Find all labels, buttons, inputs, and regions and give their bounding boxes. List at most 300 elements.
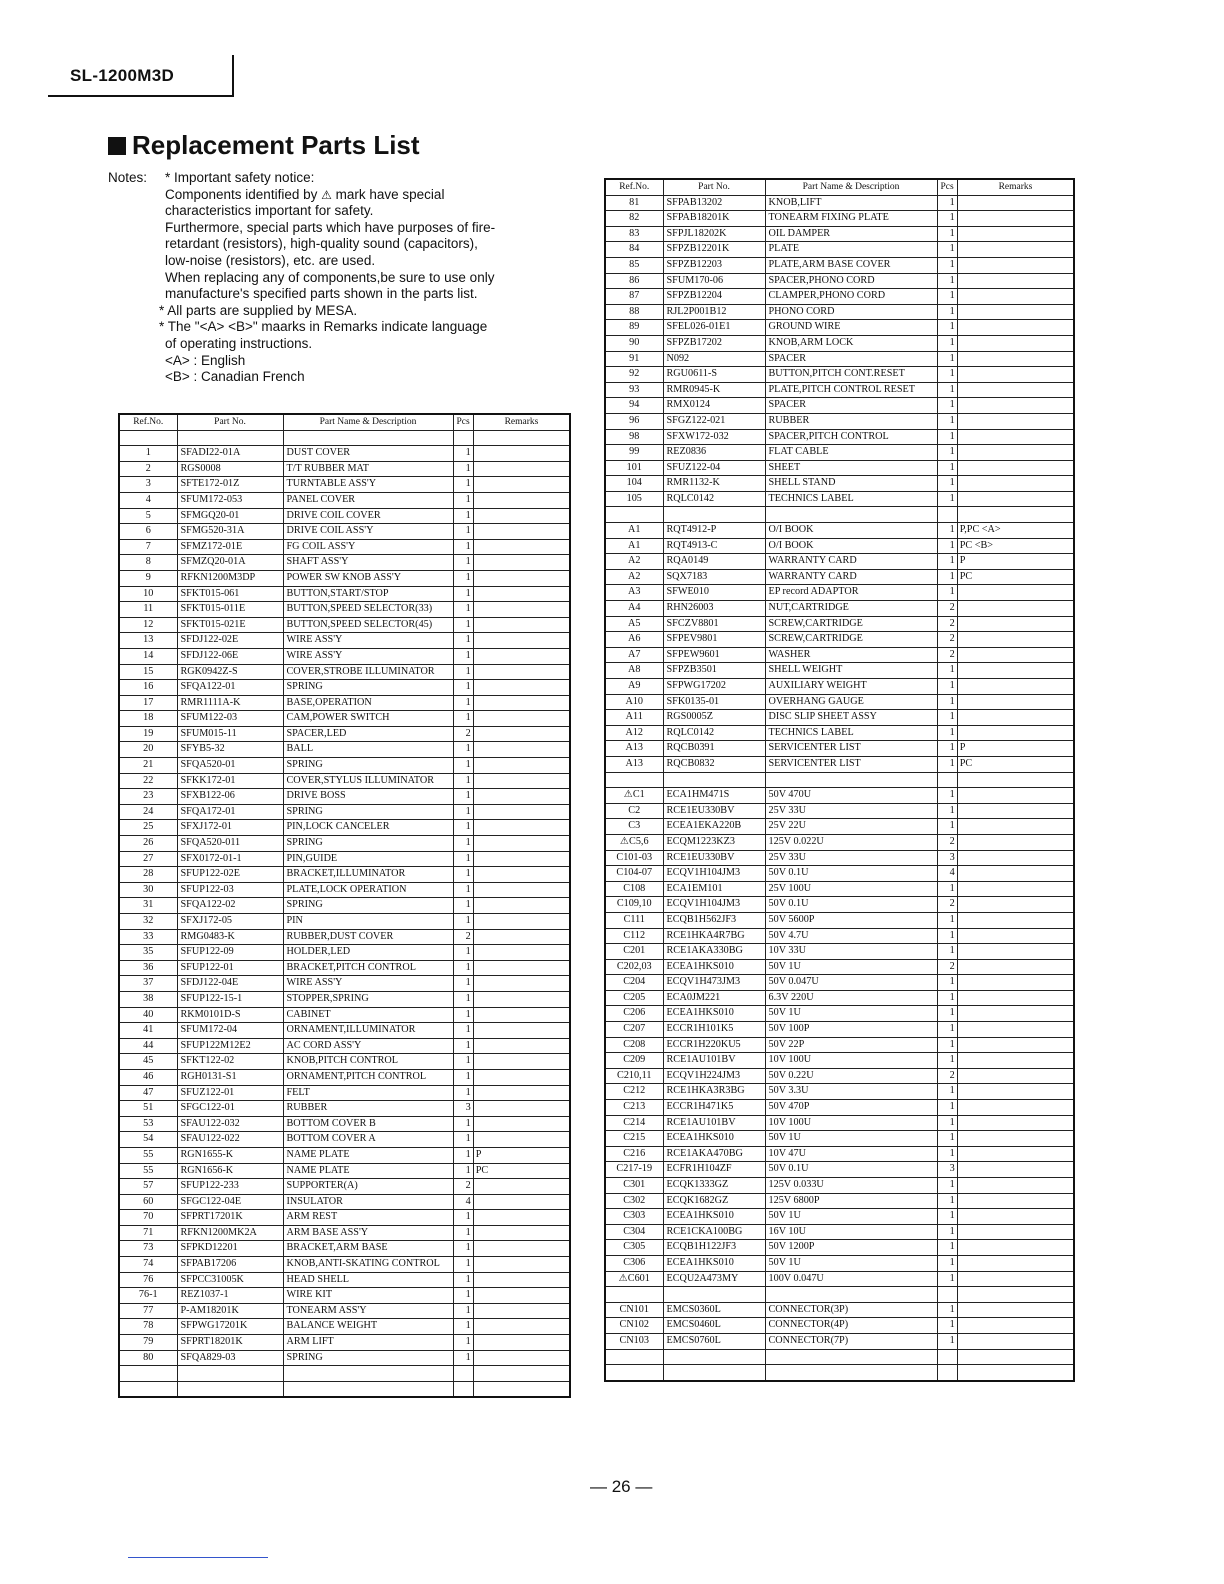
cell-ref-no: 83 bbox=[605, 226, 663, 242]
cell-part-no: SFKT122-02 bbox=[177, 1054, 283, 1070]
cell-remarks bbox=[473, 1272, 570, 1288]
cell-part-no: SFPCC31005K bbox=[177, 1272, 283, 1288]
cell-remarks bbox=[957, 944, 1074, 960]
cell-ref-no: CN103 bbox=[605, 1333, 663, 1349]
cell-pcs: 1 bbox=[453, 586, 473, 602]
cell-pcs: 1 bbox=[453, 1132, 473, 1148]
cell-pcs: 1 bbox=[453, 991, 473, 1007]
cell-pcs bbox=[937, 1349, 957, 1365]
cell-remarks bbox=[957, 351, 1074, 367]
cell-part-no: SFXB122-06 bbox=[177, 789, 283, 805]
cell-pcs: 1 bbox=[937, 912, 957, 928]
cell-description: ARM REST bbox=[283, 1210, 453, 1226]
cell-ref-no bbox=[605, 1349, 663, 1365]
cell-pcs: 2 bbox=[937, 632, 957, 648]
notes-body bbox=[159, 170, 565, 386]
cell-remarks bbox=[473, 1116, 570, 1132]
cell-part-no: SQX7183 bbox=[663, 569, 765, 585]
cell-remarks bbox=[957, 1193, 1074, 1209]
cell-ref-no: C301 bbox=[605, 1178, 663, 1194]
cell-part-no: SFDJ122-02E bbox=[177, 633, 283, 649]
cell-remarks bbox=[473, 1085, 570, 1101]
cell-pcs: 1 bbox=[937, 211, 957, 227]
cell-remarks bbox=[957, 772, 1074, 788]
cell-pcs: 3 bbox=[453, 1101, 473, 1117]
cell-part-no: SFUP122-02E bbox=[177, 867, 283, 883]
cell-remarks bbox=[473, 446, 570, 462]
cell-pcs: 1 bbox=[937, 1006, 957, 1022]
cell-pcs: 1 bbox=[453, 555, 473, 571]
table-row bbox=[119, 446, 570, 462]
cell-description: 25V 22U bbox=[765, 819, 937, 835]
note-line: manufacture's specified parts shown in the parts list. bbox=[165, 286, 478, 302]
table-header-row bbox=[605, 179, 1074, 195]
warning-triangle-icon: ⚠ bbox=[321, 187, 332, 202]
cell-pcs: 4 bbox=[937, 866, 957, 882]
table-row bbox=[119, 1272, 570, 1288]
cell-part-no: ECA1HM471S bbox=[663, 788, 765, 804]
cell-part-no: SFMG520-31A bbox=[177, 524, 283, 540]
cell-ref-no: A2 bbox=[605, 569, 663, 585]
cell-description: SPACER bbox=[765, 398, 937, 414]
note-line: * All parts are supplied by MESA. bbox=[159, 302, 358, 318]
cell-pcs: 1 bbox=[937, 663, 957, 679]
cell-part-no: RKM0101D-S bbox=[177, 1007, 283, 1023]
cell-ref-no: C2 bbox=[605, 803, 663, 819]
cell-ref-no: 87 bbox=[605, 289, 663, 305]
cell-pcs: 1 bbox=[937, 460, 957, 476]
cell-remarks bbox=[957, 585, 1074, 601]
cell-ref-no: 37 bbox=[119, 976, 177, 992]
cell-remarks bbox=[473, 1132, 570, 1148]
table-row bbox=[605, 1131, 1074, 1147]
table-row bbox=[605, 1068, 1074, 1084]
cell-pcs: 2 bbox=[937, 959, 957, 975]
cell-description: WIRE ASS'Y bbox=[283, 633, 453, 649]
table-row bbox=[119, 664, 570, 680]
cell-ref-no bbox=[119, 430, 177, 446]
cell-pcs: 1 bbox=[937, 491, 957, 507]
cell-pcs: 1 bbox=[937, 1131, 957, 1147]
cell-ref-no: A5 bbox=[605, 616, 663, 632]
cell-description: WASHER bbox=[765, 647, 937, 663]
cell-part-no: SFUM172-053 bbox=[177, 492, 283, 508]
cell-part-no: ECEA1HKS010 bbox=[663, 959, 765, 975]
cell-description: RUBBER,DUST COVER bbox=[283, 929, 453, 945]
cell-ref-no: C213 bbox=[605, 1100, 663, 1116]
cell-part-no: RGN1656-K bbox=[177, 1163, 283, 1179]
table-row bbox=[119, 960, 570, 976]
cell-part-no: RCE1AKA470BG bbox=[663, 1146, 765, 1162]
cell-ref-no: 94 bbox=[605, 398, 663, 414]
cell-part-no: SFUM170-06 bbox=[663, 273, 765, 289]
cell-pcs: 1 bbox=[453, 508, 473, 524]
cell-part-no: SFCZV8801 bbox=[663, 616, 765, 632]
cell-pcs: 1 bbox=[937, 1178, 957, 1194]
cell-pcs: 2 bbox=[937, 834, 957, 850]
table-row bbox=[605, 959, 1074, 975]
table-row bbox=[119, 555, 570, 571]
cell-remarks bbox=[473, 867, 570, 883]
table-row bbox=[119, 617, 570, 633]
table-row bbox=[605, 881, 1074, 897]
cell-part-no: RHN26003 bbox=[663, 601, 765, 617]
table-row bbox=[605, 663, 1074, 679]
cell-description: FLAT CABLE bbox=[765, 445, 937, 461]
cell-description: 50V 0.1U bbox=[765, 1162, 937, 1178]
cell-part-no: ECFR1H104ZF bbox=[663, 1162, 765, 1178]
cell-description: BUTTON,START/STOP bbox=[283, 586, 453, 602]
cell-part-no: P-AM18201K bbox=[177, 1303, 283, 1319]
table-row bbox=[605, 398, 1074, 414]
cell-remarks bbox=[473, 804, 570, 820]
cell-pcs: 1 bbox=[453, 461, 473, 477]
cell-pcs bbox=[937, 507, 957, 523]
cell-ref-no: 35 bbox=[119, 945, 177, 961]
cell-remarks: PC bbox=[473, 1163, 570, 1179]
cell-ref-no: 57 bbox=[119, 1179, 177, 1195]
table-row bbox=[119, 695, 570, 711]
cell-description: 125V 0.022U bbox=[765, 834, 937, 850]
cell-remarks bbox=[473, 1350, 570, 1366]
cell-description: WIRE KIT bbox=[283, 1288, 453, 1304]
cell-pcs: 1 bbox=[453, 1054, 473, 1070]
cell-part-no: ECA1EM101 bbox=[663, 881, 765, 897]
cell-ref-no: C306 bbox=[605, 1255, 663, 1271]
cell-pcs: 1 bbox=[937, 335, 957, 351]
cell-pcs: 1 bbox=[937, 320, 957, 336]
cell-ref-no: C112 bbox=[605, 928, 663, 944]
cell-pcs: 1 bbox=[937, 975, 957, 991]
cell-remarks bbox=[957, 460, 1074, 476]
cell-part-no: SFQA829-03 bbox=[177, 1350, 283, 1366]
cell-description: KNOB,LIFT bbox=[765, 195, 937, 211]
cell-description: DRIVE BOSS bbox=[283, 789, 453, 805]
cell-pcs: 1 bbox=[453, 1085, 473, 1101]
note-line: low-noise (resistors), etc. are used. bbox=[165, 252, 376, 268]
cell-description: DISC SLIP SHEET ASSY bbox=[765, 710, 937, 726]
cell-description: FG COIL ASS'Y bbox=[283, 539, 453, 555]
cell-ref-no: 14 bbox=[119, 648, 177, 664]
cell-ref-no: 92 bbox=[605, 367, 663, 383]
cell-remarks bbox=[473, 898, 570, 914]
cell-ref-no: 1 bbox=[119, 446, 177, 462]
table-row bbox=[119, 1132, 570, 1148]
cell-remarks bbox=[473, 664, 570, 680]
cell-ref-no: A10 bbox=[605, 694, 663, 710]
page-title-text: Replacement Parts List bbox=[132, 130, 420, 160]
cell-remarks bbox=[473, 960, 570, 976]
cell-remarks bbox=[473, 1069, 570, 1085]
table-row bbox=[119, 820, 570, 836]
table-row bbox=[605, 803, 1074, 819]
cell-pcs: 1 bbox=[453, 695, 473, 711]
cell-remarks bbox=[957, 959, 1074, 975]
table-row bbox=[119, 1210, 570, 1226]
cell-ref-no: C302 bbox=[605, 1193, 663, 1209]
cell-description: ORNAMENT,ILLUMINATOR bbox=[283, 1023, 453, 1039]
cell-ref-no: C205 bbox=[605, 990, 663, 1006]
table-row bbox=[605, 1302, 1074, 1318]
cell-ref-no: 76 bbox=[119, 1272, 177, 1288]
cell-ref-no: 3 bbox=[119, 477, 177, 493]
cell-remarks bbox=[957, 335, 1074, 351]
cell-part-no bbox=[177, 1366, 283, 1382]
cell-description: SHELL WEIGHT bbox=[765, 663, 937, 679]
cell-part-no: SFUM172-04 bbox=[177, 1023, 283, 1039]
cell-description: COVER,STYLUS ILLUMINATOR bbox=[283, 773, 453, 789]
cell-ref-no: 15 bbox=[119, 664, 177, 680]
cell-remarks: PC <B> bbox=[957, 538, 1074, 554]
cell-remarks bbox=[957, 195, 1074, 211]
cell-description: O/I BOOK bbox=[765, 538, 937, 554]
table-row bbox=[605, 1100, 1074, 1116]
table-row bbox=[119, 851, 570, 867]
cell-part-no: RGU0611-S bbox=[663, 367, 765, 383]
note-line bbox=[165, 187, 565, 204]
table-row bbox=[605, 211, 1074, 227]
cell-description: INSULATOR bbox=[283, 1194, 453, 1210]
cell-pcs: 1 bbox=[453, 477, 473, 493]
cell-remarks: P,PC <A> bbox=[957, 523, 1074, 539]
cell-part-no: SFWE010 bbox=[663, 585, 765, 601]
cell-part-no: RQT4913-C bbox=[663, 538, 765, 554]
cell-remarks bbox=[473, 1335, 570, 1351]
table-row bbox=[605, 523, 1074, 539]
cell-remarks bbox=[957, 1240, 1074, 1256]
note-line: When replacing any of components,be sure to use only bbox=[165, 269, 495, 285]
table-row bbox=[605, 928, 1074, 944]
table-row bbox=[119, 1194, 570, 1210]
cell-description: SUPPORTER(A) bbox=[283, 1179, 453, 1195]
cell-description: BASE,OPERATION bbox=[283, 695, 453, 711]
cell-pcs: 1 bbox=[937, 289, 957, 305]
table-row bbox=[605, 990, 1074, 1006]
cell-pcs: 2 bbox=[937, 601, 957, 617]
cell-description bbox=[765, 1349, 937, 1365]
cell-ref-no: A2 bbox=[605, 554, 663, 570]
cell-ref-no bbox=[605, 772, 663, 788]
cell-description: 25V 33U bbox=[765, 850, 937, 866]
table-row bbox=[605, 788, 1074, 804]
table-row bbox=[605, 382, 1074, 398]
cell-remarks bbox=[473, 1319, 570, 1335]
cell-description: SPACER bbox=[765, 351, 937, 367]
cell-ref-no: 70 bbox=[119, 1210, 177, 1226]
cell-remarks bbox=[957, 850, 1074, 866]
cell-pcs: 1 bbox=[453, 711, 473, 727]
cell-pcs: 1 bbox=[937, 569, 957, 585]
table-row bbox=[605, 273, 1074, 289]
cell-pcs: 1 bbox=[937, 679, 957, 695]
cell-remarks bbox=[957, 866, 1074, 882]
cell-remarks bbox=[473, 991, 570, 1007]
table-row bbox=[119, 1288, 570, 1304]
table-row bbox=[605, 632, 1074, 648]
table-row bbox=[605, 866, 1074, 882]
cell-remarks bbox=[957, 990, 1074, 1006]
cell-pcs: 1 bbox=[453, 882, 473, 898]
cell-remarks bbox=[957, 1115, 1074, 1131]
cell-pcs: 1 bbox=[937, 1022, 957, 1038]
page-number: — 26 — bbox=[590, 1477, 653, 1496]
cell-pcs bbox=[937, 1365, 957, 1381]
cell-ref-no: 36 bbox=[119, 960, 177, 976]
header-description: Part Name & Description bbox=[283, 414, 453, 430]
cell-part-no: SFUP122-233 bbox=[177, 1179, 283, 1195]
table-row bbox=[119, 789, 570, 805]
cell-ref-no: A13 bbox=[605, 741, 663, 757]
cell-pcs: 1 bbox=[453, 820, 473, 836]
cell-part-no: SFYB5-32 bbox=[177, 742, 283, 758]
cell-part-no: SFPEW9601 bbox=[663, 647, 765, 663]
table-row bbox=[605, 476, 1074, 492]
cell-remarks bbox=[957, 398, 1074, 414]
cell-description: PIN,LOCK CANCELER bbox=[283, 820, 453, 836]
cell-description: CONNECTOR(4P) bbox=[765, 1318, 937, 1334]
cell-pcs: 1 bbox=[453, 1241, 473, 1257]
cell-ref-no: C214 bbox=[605, 1115, 663, 1131]
cell-pcs: 1 bbox=[937, 1333, 957, 1349]
cell-description: 50V 0.22U bbox=[765, 1068, 937, 1084]
cell-remarks bbox=[473, 1366, 570, 1382]
cell-pcs: 2 bbox=[453, 1179, 473, 1195]
cell-part-no: EMCS0360L bbox=[663, 1302, 765, 1318]
cell-pcs: 1 bbox=[937, 351, 957, 367]
cell-part-no: RCE1AU101BV bbox=[663, 1115, 765, 1131]
table-row bbox=[605, 1193, 1074, 1209]
cell-part-no: SFUM015-11 bbox=[177, 726, 283, 742]
parts-table-right bbox=[604, 178, 1075, 1382]
table-row bbox=[605, 1006, 1074, 1022]
cell-part-no: SFPWG17202 bbox=[663, 679, 765, 695]
cell-description: 50V 1200P bbox=[765, 1240, 937, 1256]
cell-ref-no: 99 bbox=[605, 445, 663, 461]
cell-part-no: RQCB0391 bbox=[663, 741, 765, 757]
cell-remarks bbox=[473, 1241, 570, 1257]
cell-pcs: 2 bbox=[453, 929, 473, 945]
table-row bbox=[605, 1178, 1074, 1194]
table-row bbox=[119, 1179, 570, 1195]
table-row bbox=[605, 554, 1074, 570]
cell-remarks bbox=[473, 914, 570, 930]
table-row bbox=[605, 242, 1074, 258]
cell-remarks bbox=[957, 429, 1074, 445]
cell-ref-no: C209 bbox=[605, 1053, 663, 1069]
cell-description: PLATE,LOCK OPERATION bbox=[283, 882, 453, 898]
cell-remarks bbox=[473, 851, 570, 867]
cell-description: TONEARM ASS'Y bbox=[283, 1303, 453, 1319]
table-row bbox=[119, 461, 570, 477]
cell-remarks bbox=[473, 1038, 570, 1054]
cell-part-no: RMX0124 bbox=[663, 398, 765, 414]
cell-ref-no: A1 bbox=[605, 523, 663, 539]
table-row bbox=[605, 569, 1074, 585]
cell-pcs: 1 bbox=[453, 602, 473, 618]
cell-remarks bbox=[473, 570, 570, 586]
table-row bbox=[605, 585, 1074, 601]
cell-part-no: SFUP122-09 bbox=[177, 945, 283, 961]
cell-part-no: SFMGQ20-01 bbox=[177, 508, 283, 524]
cell-description bbox=[765, 772, 937, 788]
cell-part-no: SFKT015-061 bbox=[177, 586, 283, 602]
cell-part-no bbox=[663, 1365, 765, 1381]
cell-remarks bbox=[957, 881, 1074, 897]
table-row bbox=[119, 1381, 570, 1397]
cell-description: 50V 0.047U bbox=[765, 975, 937, 991]
cell-part-no: SFXJ172-01 bbox=[177, 820, 283, 836]
cell-ref-no: 47 bbox=[119, 1085, 177, 1101]
cell-ref-no: 16 bbox=[119, 680, 177, 696]
table-row bbox=[605, 257, 1074, 273]
note-line: of operating instructions. bbox=[165, 335, 313, 351]
cell-pcs: 1 bbox=[937, 538, 957, 554]
cell-description: NAME PLATE bbox=[283, 1147, 453, 1163]
cell-description: TURNTABLE ASS'Y bbox=[283, 477, 453, 493]
cell-pcs: 1 bbox=[453, 524, 473, 540]
cell-ref-no: 40 bbox=[119, 1007, 177, 1023]
cell-part-no: ECQB1H562JF3 bbox=[663, 912, 765, 928]
cell-description: O/I BOOK bbox=[765, 523, 937, 539]
cell-description: 50V 1U bbox=[765, 1255, 937, 1271]
parts-table-left-body bbox=[119, 430, 570, 1397]
cell-description: 50V 0.1U bbox=[765, 866, 937, 882]
cell-pcs: 1 bbox=[453, 1163, 473, 1179]
cell-part-no: SFQA172-01 bbox=[177, 804, 283, 820]
cell-part-no: RGN1655-K bbox=[177, 1147, 283, 1163]
cell-part-no: SFQA122-01 bbox=[177, 680, 283, 696]
table-row bbox=[605, 1240, 1074, 1256]
cell-description: SPRING bbox=[283, 898, 453, 914]
cell-pcs: 1 bbox=[937, 881, 957, 897]
cell-part-no: RCE1AU101BV bbox=[663, 1053, 765, 1069]
cell-ref-no: C109,10 bbox=[605, 897, 663, 913]
notes-label: Notes: bbox=[108, 170, 148, 185]
cell-part-no bbox=[663, 772, 765, 788]
cell-remarks bbox=[473, 648, 570, 664]
cell-remarks bbox=[473, 430, 570, 446]
cell-pcs: 1 bbox=[453, 1069, 473, 1085]
cell-remarks bbox=[473, 461, 570, 477]
cell-pcs: 1 bbox=[937, 382, 957, 398]
cell-remarks bbox=[957, 601, 1074, 617]
cell-ref-no: 18 bbox=[119, 711, 177, 727]
cell-description bbox=[765, 1365, 937, 1381]
cell-pcs: 1 bbox=[937, 1302, 957, 1318]
cell-remarks bbox=[473, 555, 570, 571]
cell-ref-no: 76-1 bbox=[119, 1288, 177, 1304]
cell-remarks bbox=[957, 1271, 1074, 1287]
cell-remarks bbox=[957, 1053, 1074, 1069]
table-row bbox=[119, 1319, 570, 1335]
cell-pcs: 1 bbox=[453, 1007, 473, 1023]
table-row bbox=[119, 492, 570, 508]
cell-remarks bbox=[473, 1225, 570, 1241]
cell-ref-no: A7 bbox=[605, 647, 663, 663]
cell-remarks bbox=[473, 617, 570, 633]
cell-part-no: RJL2P001B12 bbox=[663, 304, 765, 320]
cell-ref-no: C111 bbox=[605, 912, 663, 928]
cell-remarks bbox=[957, 211, 1074, 227]
cell-pcs: 1 bbox=[937, 710, 957, 726]
cell-ref-no: 30 bbox=[119, 882, 177, 898]
header-pcs: Pcs bbox=[453, 414, 473, 430]
table-row bbox=[605, 912, 1074, 928]
cell-description: SPRING bbox=[283, 680, 453, 696]
table-row bbox=[119, 539, 570, 555]
cell-pcs: 1 bbox=[453, 617, 473, 633]
cell-remarks bbox=[957, 725, 1074, 741]
